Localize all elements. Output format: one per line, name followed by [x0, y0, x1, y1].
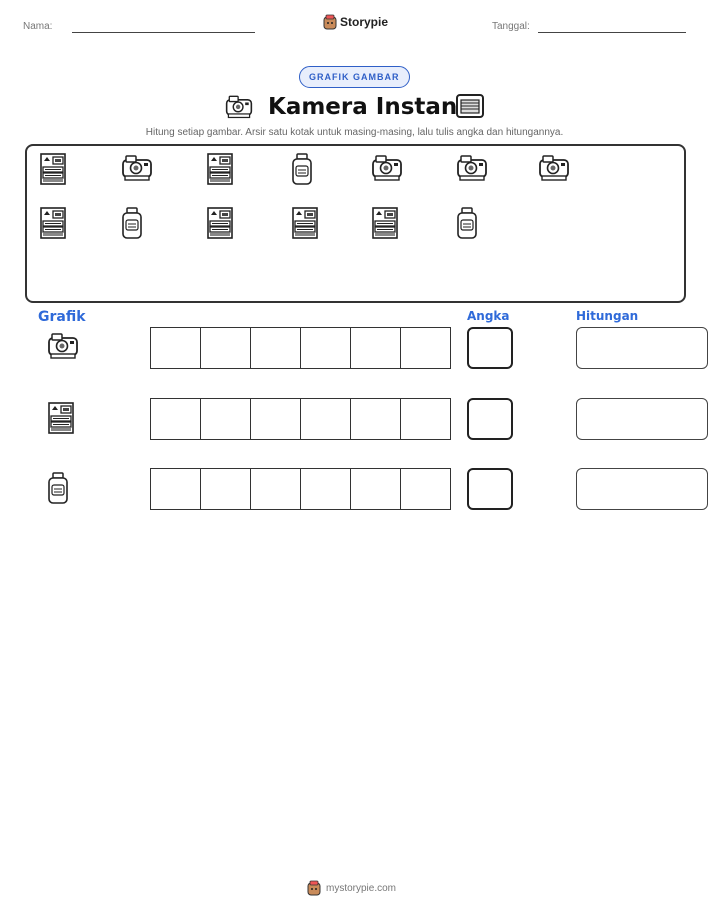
- graph-cell[interactable]: [300, 468, 351, 510]
- camera-icon: [455, 152, 489, 187]
- graph-cell[interactable]: [150, 468, 201, 510]
- number-answer-box[interactable]: [467, 468, 513, 510]
- graph-cell[interactable]: [150, 327, 201, 369]
- graph-cell[interactable]: [350, 398, 401, 440]
- graph-cell[interactable]: [400, 327, 451, 369]
- storypie-mascot-icon: [323, 14, 337, 30]
- printer-icon: [46, 401, 76, 440]
- brand-name: Storypie: [340, 15, 389, 29]
- graph-label: Grafik: [38, 309, 86, 325]
- graph-cell[interactable]: [200, 398, 251, 440]
- graph-cell[interactable]: [400, 398, 451, 440]
- camera-icon: [537, 152, 571, 187]
- film-bottle-icon: [46, 471, 70, 510]
- camera-icon: [46, 330, 80, 365]
- storypie-mascot-icon: [307, 880, 321, 896]
- graph-cell[interactable]: [250, 468, 301, 510]
- film-bottle-icon: [455, 206, 479, 245]
- name-label: Nama:: [23, 21, 53, 32]
- film-bottle-icon: [290, 152, 314, 191]
- date-line[interactable]: [538, 32, 686, 33]
- count-answer-box[interactable]: [576, 327, 708, 369]
- graph-cell[interactable]: [200, 468, 251, 510]
- printer-icon: [205, 152, 235, 191]
- film-bottle-icon: [120, 206, 144, 245]
- graph-cell[interactable]: [150, 398, 201, 440]
- printer-icon: [205, 206, 235, 245]
- graph-cell[interactable]: [300, 327, 351, 369]
- printer-icon: [38, 206, 68, 245]
- number-column-label: Angka: [467, 309, 510, 323]
- count-column-label: Hitungan: [576, 309, 639, 323]
- graph-cell[interactable]: [350, 327, 401, 369]
- printer-icon: [290, 206, 320, 245]
- page-title: Kamera Instan: [268, 94, 458, 120]
- camera-icon: [370, 152, 404, 187]
- name-line[interactable]: [72, 32, 255, 33]
- graph-cell[interactable]: [400, 468, 451, 510]
- title-left-camera-icon: [224, 92, 254, 125]
- printer-icon: [38, 152, 68, 191]
- footer: [307, 880, 396, 896]
- graph-cell[interactable]: [250, 398, 301, 440]
- camera-icon: [120, 152, 154, 187]
- worksheet-type-badge: GRAFIK GAMBAR: [299, 66, 410, 88]
- footer-url: mystorypie.com: [326, 882, 397, 894]
- brand-logo: [323, 14, 388, 30]
- number-answer-box[interactable]: [467, 327, 513, 369]
- count-answer-box[interactable]: [576, 398, 708, 440]
- count-answer-box[interactable]: [576, 468, 708, 510]
- instructions: Hitung setiap gambar. Arsir satu kotak untuk masing-masing, lalu tulis angka dan hitungannya.: [145, 127, 564, 138]
- title-right-printer-icon: [455, 92, 485, 125]
- graph-cell[interactable]: [350, 468, 401, 510]
- number-answer-box[interactable]: [467, 398, 513, 440]
- graph-cell[interactable]: [300, 398, 351, 440]
- graph-cell[interactable]: [250, 327, 301, 369]
- graph-cell[interactable]: [200, 327, 251, 369]
- printer-icon: [370, 206, 400, 245]
- date-label: Tanggal:: [492, 21, 530, 32]
